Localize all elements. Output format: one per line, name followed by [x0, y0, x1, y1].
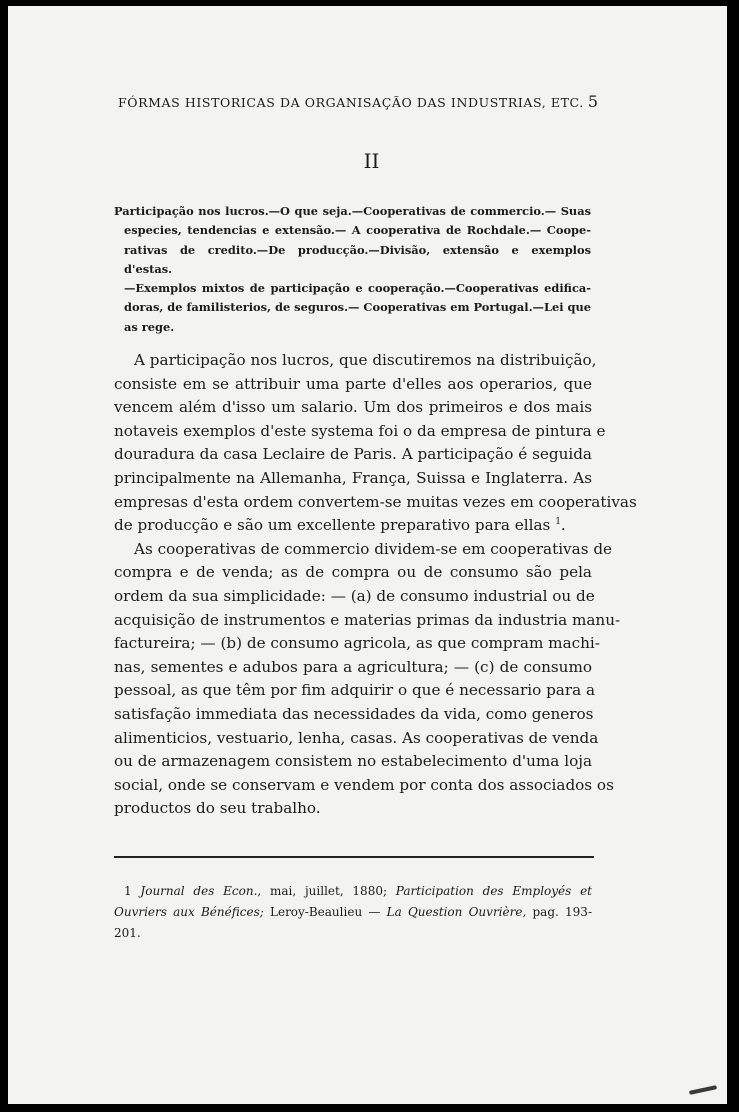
text-line [114, 514, 592, 538]
sentence-end: . [560, 516, 566, 535]
footnote [114, 881, 592, 944]
footnote-journal: Journal des Econ. [140, 884, 258, 898]
text-line: acquisição de instrumentos e materias primas da industria manu- [114, 610, 621, 629]
summary-line: especies, tendencias e extensão.— A cooperativa de Rochdale.— Coope- [124, 223, 591, 238]
page-number: 5 [587, 92, 598, 111]
footnote-pages: pag. 193- [526, 905, 592, 919]
summary-line: as rege. [124, 319, 175, 334]
text-line: A participação nos lucros, que discutiremos na distribuição, [134, 351, 597, 369]
body-text [114, 349, 637, 821]
footnote-line [114, 881, 592, 902]
text-line: notaveis exemplos d'este systema foi o da empresa de pintura e [114, 421, 606, 440]
footnote-divider [114, 856, 594, 858]
footnote-reference: 1 [555, 517, 561, 528]
footnote-work-one-cont: Ouvriers aux Bénéfices; [114, 905, 264, 919]
text-line: empresas d'esta ordem convertem-se muitas vezes em cooperativas [114, 492, 637, 511]
footnote-line: 201. [114, 926, 141, 940]
text-line: social, onde se conservam e vendem por conta dos associados os [114, 775, 614, 794]
running-head [118, 92, 598, 111]
text-line: productos do seu trabalho. [114, 799, 321, 818]
summary-line: rativas de credito.—De producção.—Divisão, extensão e exemplos d'estas. [124, 242, 591, 276]
paragraph-commerce-cooperatives [114, 538, 621, 821]
footnote-number: 1 [124, 884, 132, 898]
page-edge-mark [689, 1085, 717, 1095]
text-line: ordem da sua simplicidade: — (a) de consumo industrial ou de [114, 586, 595, 605]
text-line: alimenticios, vestuario, lenha, casas. As cooperativas de venda [114, 728, 599, 747]
footnote-author: Leroy-Beaulieu — [263, 905, 387, 919]
text-line: douradura da casa Leclaire de Paris. A participação é seguida [114, 445, 592, 464]
text-line: factureira; — (b) de consumo agricola, as que compram machi- [114, 634, 600, 653]
text-line: ou de armazenagem consistem no estabelecimento d'uma loja [114, 752, 592, 771]
summary-line: doras, de familisterios, de seguros.— Cooperativas em Portugal.—Lei que [124, 300, 591, 315]
section-summary [114, 202, 591, 337]
footnote-journal-details: , mai, juillet, 1880; [257, 884, 396, 898]
footnote-work-two: La Question Ouvrière, [386, 905, 527, 919]
text-line: pessoal, as que têm por fim adquirir o que é necessario para a [114, 681, 596, 700]
paragraph-participation [114, 349, 637, 538]
text-line: nas, sementes e adubos para a agricultura; — (c) de consumo [114, 657, 592, 676]
footnote-line [114, 902, 592, 923]
section-number: II [363, 149, 380, 173]
running-title: FÓRMAS HISTORICAS DA ORGANISAÇÃO DAS INDUSTRIAS, ETC. [118, 95, 584, 110]
text-line: vencem além d'isso um salario. Um dos primeiros e dos mais [114, 398, 592, 417]
text-line: principalmente na Allemanha, França, Suissa e Inglaterra. As [114, 468, 592, 487]
summary-line: —Exemplos mixtos de participação e cooperação.—Cooperativas edifica- [124, 281, 591, 296]
book-page [8, 6, 727, 1104]
text-line-content: de producção e são um excellente preparativo para ellas [114, 516, 551, 535]
summary-line: Participação nos lucros.—O que seja.—Cooperativas de commercio.— Suas [114, 204, 591, 218]
text-line: compra e de venda; as de compra ou de consumo são pela [114, 563, 592, 582]
footnote-work-one: Participation des Employés et [395, 884, 592, 898]
text-line: satisfação immediata das necessidades da vida, como generos [114, 704, 594, 723]
text-line: As cooperativas de commercio dividem-se em cooperativas de [134, 539, 613, 558]
text-line: consiste em se attribuir uma parte d'elles aos operarios, que [114, 374, 592, 393]
